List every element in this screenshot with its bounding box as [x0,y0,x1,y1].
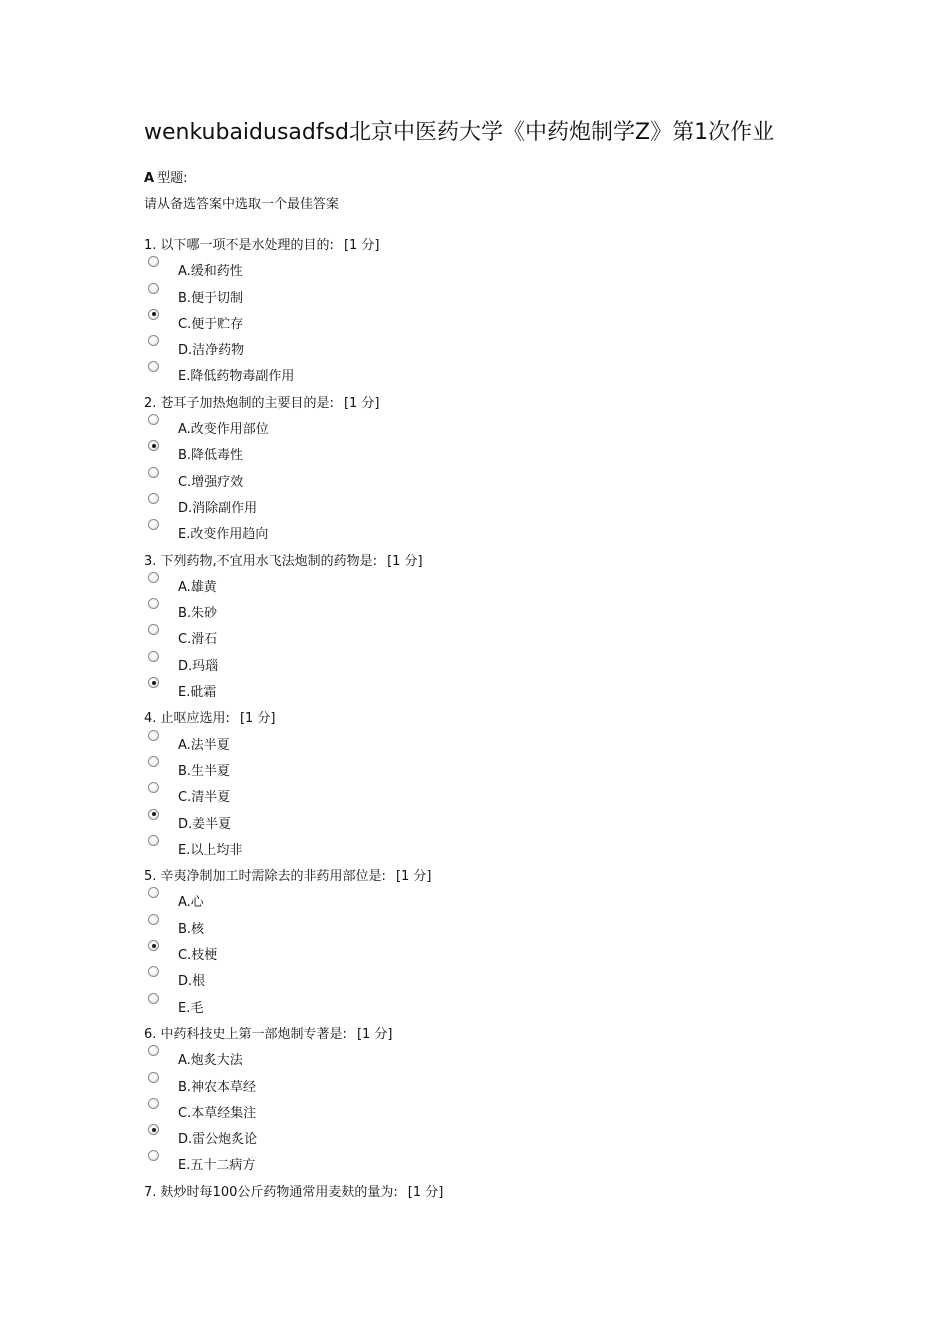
question-number: 1. [144,238,157,253]
question-number: 6. [144,1026,157,1042]
option-label: D.根 [178,974,206,990]
option-label: C.滑石 [178,632,218,648]
option-label: E.毛 [178,1000,204,1016]
answer-option[interactable] [144,262,844,288]
question-score: [1 分] [395,869,432,885]
radio-button[interactable] [148,1150,159,1161]
option-label: C.增强疗效 [178,474,244,490]
document-title: wenkubaidusadfsd北京中医药大学《中药炮制学Z》第1次作业 [144,120,775,145]
answer-option[interactable] [144,446,844,472]
answer-option[interactable] [144,893,844,919]
question-text: 中药科技史上第一部炮制专著是: [160,1026,347,1042]
radio-button[interactable] [148,782,159,793]
radio-button[interactable] [148,966,159,977]
answer-option[interactable] [144,841,844,867]
option-label: A.改变作用部位 [178,422,269,438]
question-stem [144,236,844,262]
question-text: 下列药物,不宜用水飞法炮制的药物是: [160,553,378,569]
question-text: 苍耳子加热炮制的主要目的是: [160,395,334,411]
question-type-label [144,170,187,188]
radio-button[interactable] [148,493,159,504]
question-score: [1 分] [387,553,423,569]
option-label: D.姜半夏 [178,816,232,832]
question-number: 3. [144,553,157,569]
radio-button[interactable] [148,598,159,609]
option-label: A.雄黄 [178,579,217,595]
option-label: C.本草经集注 [178,1105,257,1121]
answer-option[interactable] [144,999,844,1025]
question-stem [144,867,844,893]
answer-option[interactable] [144,341,844,367]
question-text: 辛夷净制加工时需除去的非药用部位是: [160,869,386,885]
question-stem [144,1183,844,1209]
question-score: [1 分] [239,711,276,727]
radio-button[interactable] [148,283,159,294]
radio-button[interactable] [148,835,159,846]
question-item [144,709,844,867]
question-text: 以下哪一项不是水处理的目的: [160,238,334,253]
option-label: B.便于切制 [178,290,244,306]
answer-option[interactable] [144,499,844,525]
question-item [144,867,844,1025]
option-label: A.炮炙大法 [178,1053,243,1069]
answer-option[interactable] [144,683,844,709]
question-number: 4. [144,711,157,727]
option-label: E.五十二病方 [178,1158,256,1174]
radio-button-selected[interactable] [148,309,159,320]
question-stem [144,709,844,735]
option-label: E.以上均非 [178,842,243,858]
option-label: D.消除副作用 [178,500,258,516]
question-text: 麸炒时每100公斤药物通常用麦麸的量为: [160,1184,398,1200]
option-label: C.便于贮存 [178,316,244,332]
option-label: B.降低毒性 [178,448,244,464]
radio-button[interactable] [148,914,159,925]
option-label: E.改变作用趋向 [178,527,269,543]
radio-button[interactable] [148,1098,159,1109]
question-score: [1 分] [343,238,380,253]
question-item [144,1025,844,1183]
question-item [144,394,844,552]
radio-button[interactable] [148,651,159,662]
answer-option[interactable] [144,630,844,656]
answer-option[interactable] [144,367,844,393]
radio-button[interactable] [148,361,159,372]
answer-option[interactable] [144,473,844,499]
question-number: 7. [144,1184,157,1200]
radio-button[interactable] [148,256,159,267]
radio-button-selected[interactable] [148,440,159,451]
answer-option[interactable] [144,578,844,604]
radio-button-selected[interactable] [148,1124,159,1135]
answer-option[interactable] [144,1078,844,1104]
answer-option[interactable] [144,815,844,841]
question-type-letter: A [144,171,155,186]
question-score: [1 分] [407,1184,444,1200]
question-item [144,236,844,394]
question-text: 止呕应选用: [160,711,230,727]
question-stem [144,394,844,420]
radio-button[interactable] [148,1045,159,1056]
answer-option[interactable] [144,604,844,630]
option-label: C.清半夏 [178,790,231,806]
radio-button[interactable] [148,1072,159,1083]
question-score: [1 分] [356,1026,393,1042]
option-label: B.核 [178,921,205,937]
question-list [144,236,844,1209]
radio-button[interactable] [148,519,159,530]
radio-button[interactable] [148,624,159,635]
answer-option[interactable] [144,525,844,551]
option-label: E.砒霜 [178,685,217,701]
question-stem [144,1025,844,1051]
question-item [144,1183,844,1209]
option-label: A.法半夏 [178,737,230,753]
option-label: D.玛瑙 [178,658,219,674]
answer-option[interactable] [144,289,844,315]
radio-button[interactable] [148,756,159,767]
answer-option[interactable] [144,315,844,341]
radio-button[interactable] [148,887,159,898]
question-number: 2. [144,395,157,411]
answer-option[interactable] [144,1156,844,1182]
question-item [144,552,844,710]
answer-option[interactable] [144,1130,844,1156]
question-type-suffix: 型题: [157,171,188,186]
option-label: B.朱砂 [178,606,218,622]
answer-option[interactable] [144,920,844,946]
option-label: D.雷公炮炙论 [178,1132,258,1148]
instruction-text: 请从备选答案中选取一个最佳答案 [144,197,340,212]
option-label: C.枝梗 [178,948,218,964]
answer-option[interactable] [144,788,844,814]
answer-option[interactable] [144,1104,844,1130]
option-label: B.神农本草经 [178,1079,257,1095]
answer-option[interactable] [144,736,844,762]
radio-button-selected[interactable] [148,940,159,951]
radio-button[interactable] [148,730,159,741]
radio-button-selected[interactable] [148,809,159,820]
option-label: A.缓和药性 [178,264,243,280]
radio-button[interactable] [148,467,159,478]
radio-button[interactable] [148,414,159,425]
question-stem [144,552,844,578]
radio-button[interactable] [148,335,159,346]
question-score: [1 分] [343,395,380,411]
option-label: E.降低药物毒副作用 [178,369,295,385]
answer-option[interactable] [144,946,844,972]
answer-option[interactable] [144,420,844,446]
answer-option[interactable] [144,972,844,998]
option-label: D.洁净药物 [178,343,245,359]
radio-button-selected[interactable] [148,677,159,688]
option-label: B.生半夏 [178,763,231,779]
answer-option[interactable] [144,762,844,788]
radio-button[interactable] [148,572,159,583]
option-label: A.心 [178,895,204,911]
answer-option[interactable] [144,657,844,683]
answer-option[interactable] [144,1051,844,1077]
radio-button[interactable] [148,993,159,1004]
question-number: 5. [144,869,157,885]
